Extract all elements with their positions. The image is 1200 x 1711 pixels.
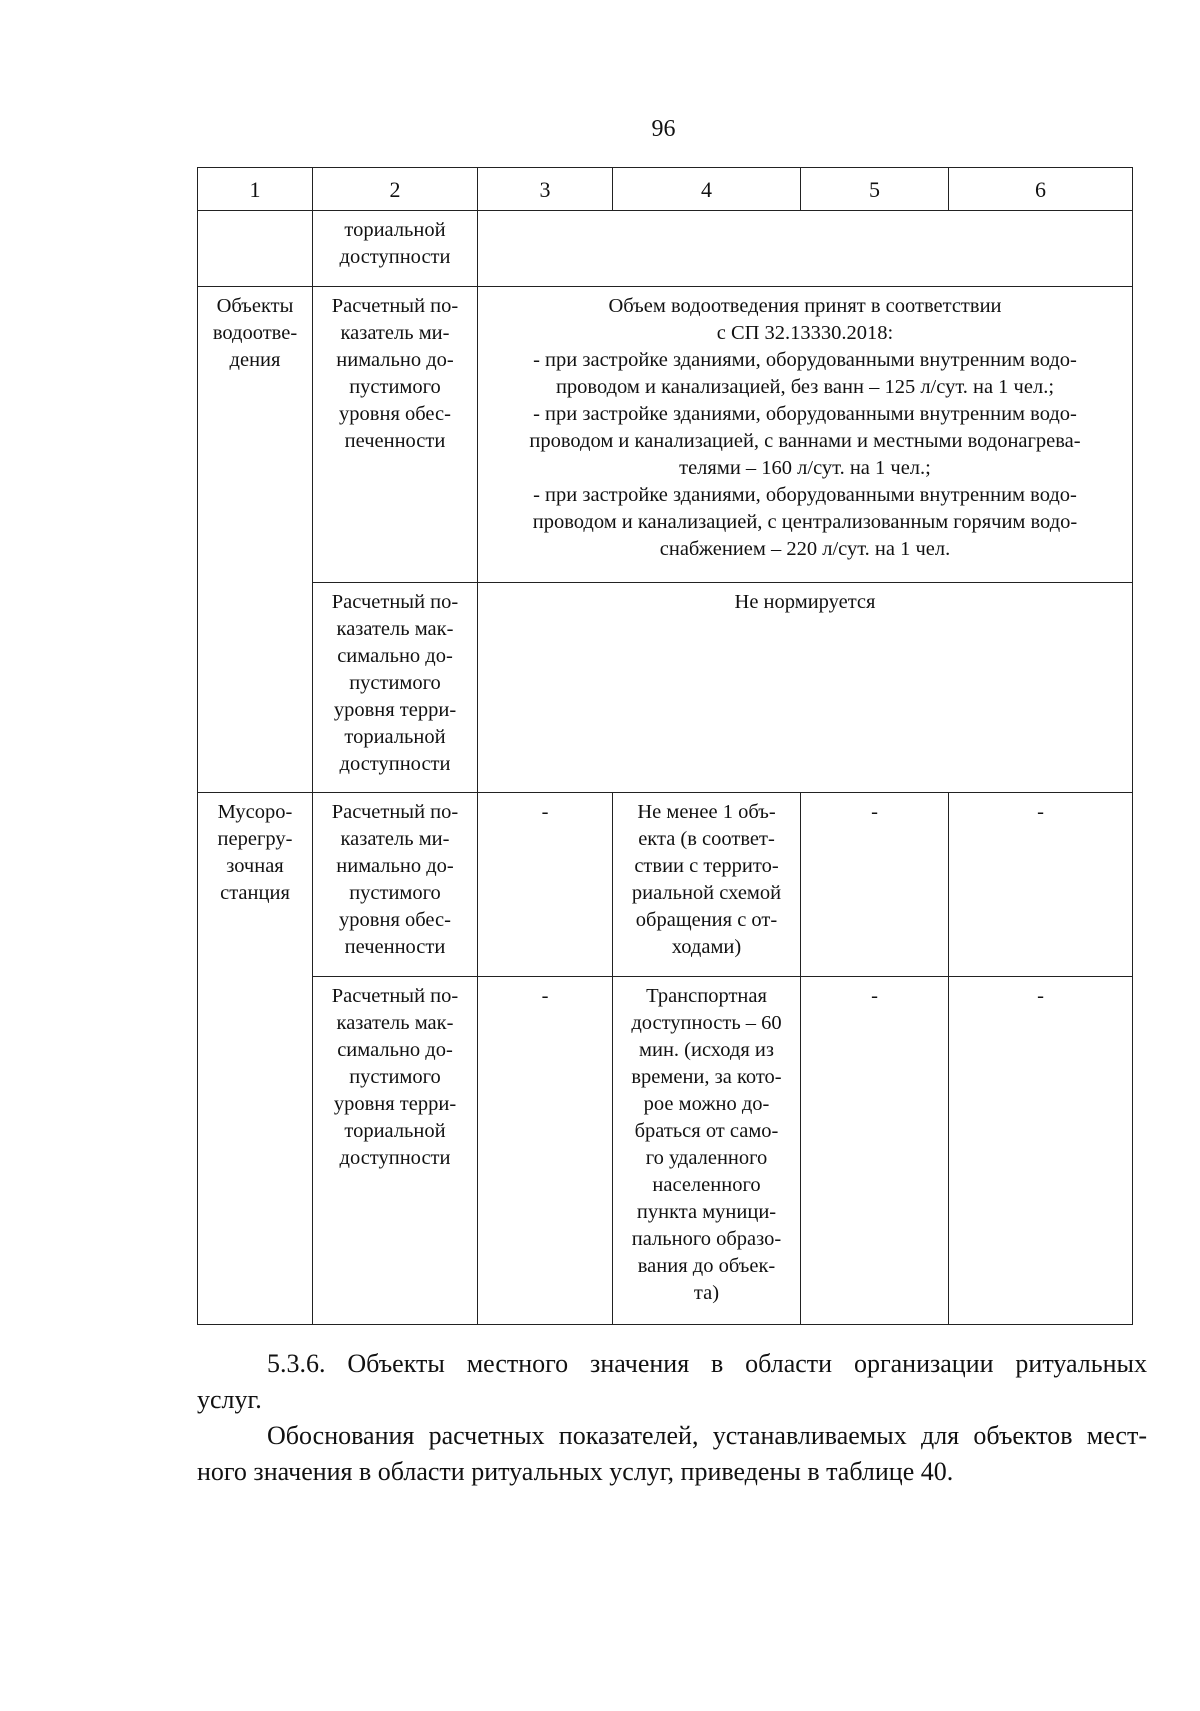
table-header-row	[198, 168, 1133, 211]
cell-line: печенности	[344, 936, 446, 958]
cell-line: пального образо-	[631, 1228, 782, 1250]
cell-line: с СП 32.13330.2018:	[716, 322, 894, 344]
cell-line: Расчетный по-	[331, 591, 459, 613]
cell-line: печенности	[344, 430, 446, 452]
cell-line: времени, за кото-	[631, 1066, 782, 1088]
cell-line: Расчетный по-	[331, 985, 459, 1007]
cell-line: перегру-	[217, 828, 293, 850]
cell-line: казатель мак-	[336, 618, 454, 640]
object-cell	[198, 287, 313, 793]
paragraph-line: 5.3.6. Объекты местного значения в области организации ритуальных	[267, 1349, 1147, 1378]
indicator-cell	[313, 211, 478, 287]
paragraph-line: ного значения в области ритуальных услуг, приведены в таблице 40.	[197, 1457, 954, 1486]
cell-line: станция	[220, 882, 290, 904]
cell-line: мин. (исходя из	[639, 1039, 774, 1061]
cell-line: симально до-	[337, 645, 453, 667]
cell-line: симально до-	[337, 1039, 453, 1061]
cell-line: дения	[229, 349, 281, 371]
value-cell: -	[801, 793, 949, 977]
cell-line: населенного	[652, 1174, 761, 1196]
value-cell	[613, 977, 801, 1325]
header-cell: 1	[198, 168, 313, 211]
paragraph-line: Обоснования расчетных показателей, устанавливаемых для объектов мест-	[267, 1421, 1147, 1450]
cell-line: доступности	[339, 1147, 451, 1169]
cell-line: снабжением – 220 л/сут. на 1 чел.	[659, 538, 951, 560]
table-row	[198, 211, 1133, 287]
cell-line: го удаленного	[645, 1147, 768, 1169]
cell-line: екта (в соответ-	[638, 828, 775, 850]
indicator-cell	[313, 793, 478, 977]
table-row	[198, 793, 1133, 977]
cell-line: Мусоро-	[217, 801, 293, 823]
cell-line: казатель мак-	[336, 1012, 454, 1034]
cell-line: Транспортная	[646, 985, 767, 1007]
cell-line: доступности	[339, 753, 451, 775]
cell-line: проводом и канализацией, без ванн – 125 л/сут. на 1 чел.;	[555, 376, 1055, 398]
cell-line: телями – 160 л/сут. на 1 чел.;	[679, 457, 931, 479]
cell-line: вания до объек-	[637, 1255, 776, 1277]
value-cell	[613, 793, 801, 977]
cell-line: ториальной	[344, 726, 446, 748]
cell-line: проводом и канализацией, с ваннами и местными водонагрева-	[529, 430, 1081, 452]
water-norm-cell	[478, 287, 1133, 583]
value-cell: -	[949, 793, 1133, 977]
value-cell: -	[478, 977, 613, 1325]
cell-line: - при застройке зданиями, оборудованными внутренним водо-	[533, 484, 1077, 506]
cell-line: Объем водоотведения принят в соответствии	[608, 295, 1002, 317]
header-cell: 4	[613, 168, 801, 211]
cell-line: - при застройке зданиями, оборудованными внутренним водо-	[533, 349, 1077, 371]
cell-line: ходами)	[671, 936, 742, 958]
empty-cell	[198, 211, 313, 287]
cell-line: браться от само-	[634, 1120, 779, 1142]
object-cell	[198, 793, 313, 1325]
cell-line: казатель ми-	[340, 322, 450, 344]
header-cell: 5	[801, 168, 949, 211]
cell-line: водоотве-	[212, 322, 298, 344]
cell-line: уровня терри-	[333, 699, 457, 721]
cell-line: пустимого	[349, 672, 441, 694]
cell-line: уровня обес-	[339, 403, 451, 425]
cell-line: пустимого	[349, 1066, 441, 1088]
cell-line: уровня обес-	[339, 909, 451, 931]
cell-line: пустимого	[349, 882, 441, 904]
paragraph-line: услуг.	[197, 1385, 262, 1414]
cell-line: рое можно до-	[643, 1093, 770, 1115]
table-row	[198, 583, 1133, 793]
header-cell: 2	[313, 168, 478, 211]
cell-line: проводом и канализацией, с централизованным горячим водо-	[532, 511, 1078, 533]
cell-line: казатель ми-	[340, 828, 450, 850]
cell-line: доступность – 60	[631, 1012, 782, 1034]
indicator-cell	[313, 583, 478, 793]
not-normalized-cell: Не нормируется	[478, 583, 1133, 793]
cell-line: Расчетный по-	[331, 801, 459, 823]
cell-line: нимально до-	[336, 349, 454, 371]
cell-line: ториальной	[344, 219, 446, 241]
table-row	[198, 287, 1133, 583]
cell-line: риальной схемой	[631, 882, 782, 904]
value-cell: -	[801, 977, 949, 1325]
empty-cell	[478, 211, 1133, 287]
body-paragraph	[197, 1418, 1147, 1490]
cell-line: зочная	[226, 855, 284, 877]
section-paragraph	[197, 1346, 1147, 1418]
cell-line: пункта муници-	[636, 1201, 777, 1223]
value-cell: -	[949, 977, 1133, 1325]
cell-line: уровня терри-	[333, 1093, 457, 1115]
cell-line: обращения с от-	[635, 909, 778, 931]
cell-line: та)	[693, 1282, 720, 1304]
header-cell: 3	[478, 168, 613, 211]
cell-line: доступности	[339, 246, 451, 268]
table-row	[198, 977, 1133, 1325]
indicator-cell	[313, 287, 478, 583]
indicator-cell	[313, 977, 478, 1325]
cell-line: - при застройке зданиями, оборудованными внутренним водо-	[533, 403, 1077, 425]
cell-line: Не менее 1 объ-	[637, 801, 776, 823]
cell-line: Расчетный по-	[331, 295, 459, 317]
cell-line: ствии с террито-	[634, 855, 779, 877]
header-cell: 6	[949, 168, 1133, 211]
cell-line: Объекты	[216, 295, 294, 317]
value-cell: -	[478, 793, 613, 977]
cell-line: пустимого	[349, 376, 441, 398]
cell-line: нимально до-	[336, 855, 454, 877]
cell-line: ториальной	[344, 1120, 446, 1142]
page-number: 96	[651, 116, 676, 142]
indicator-table	[197, 167, 1133, 1325]
